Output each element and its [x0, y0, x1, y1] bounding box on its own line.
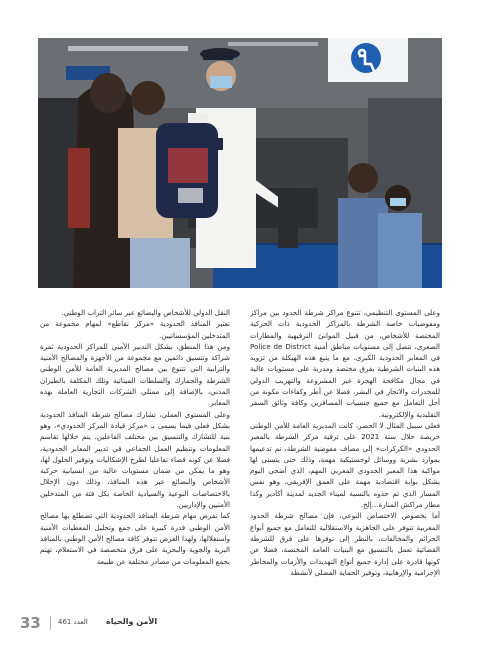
paragraph: وعلى المستوى العملي، تشارك مصالح شرطة المنافذ الحدودية بشكل فعلي فيما يسمى بـ «مركز قيادة المركز الحدودي»، وهو بنية للتشارك والتنسيق بين مختلف الفاعلين، يتم خلالها تقاسم المعلومات وتنظيم العمل الجماعي في تدبير المعابر الحدودية، فضلا عن كونه فضاء تفاعليا لطرح الإشكاليات وتوفير الحلول لها، وهو ما يمكن من ضمان مستويات عالية من انسيابية حركية الأشخاص والبضائع عبر هذه المنافذ، وذلك دون الإخلال بالاختصاصات النوعية والسيادية الخاصة بكل فئة من المتدخلين الأمنيين والإداريين. — [40, 409, 230, 510]
page-number: 33 — [20, 614, 41, 632]
paragraph: النقل الدولي للأشخاص والبضائع عبر سائر التراب الوطني. — [61, 308, 230, 317]
paragraph: أما بخصوص الاختصاص النوعي، فإن مصالح شرطة الحدود المغربية تتوفر على الجاهزية والاستقلالية للتعامل مع جميع أنواع الجرائم والمخالفات، بالنظر إلى توفرها على فرق للشرطة القضائية تعمل بالتنسيق مع البنيات العامة المختصة، فضلا عن كونها قادرة على إدارة جميع أنواع التهديدات والأزمات والمخاطر الإجرامية والإرهابية، وتوفير الحماية الفضلى لأنشطة — [250, 511, 440, 577]
footer-divider — [50, 616, 51, 630]
page-footer — [20, 612, 460, 634]
paragraph: ومن هذا المنطق، يشكل التدبير الأمني للمراكز الحدودية ثمرة شراكة وتنسيق دائمين مع مجموعة من الأجهزة والمصالح الأمنية والترابية التي تتنوع بين مصالح المديرية العامة للأمن الوطني الشرطة والجمارك والسلطات الميناثية وتلك المكلفة بالطيران المدني، بالإضافة إلى ممثلي الشركات التجارية العاملة بهذه المعابر. — [40, 341, 230, 408]
paragraph: فعلى سبيل المثال لا الحصر، كانت المديرية العامة للأمن الوطني حريصة خلال سنة 2021 على ترقية مركز الشرطة بالمعبر الحدودي «الكركرات» إلى مصاف مفوضية الشرطة، تم تدعيمها بموارد بشرية ووسائل لوجستيكية مهمة، وذلك حتى يتسنى لها مواكبة هذا المعبر الحدودي المغربي المهم، الذي أضحى اليوم يشكل بوابة اقتصادية مهمة على العمق الإفريقي، وهو نفس المسار الذي تم حذوه بالنسبة لميناء الجديد لمدينة أكادير وكذا مطار مراكش المنارة...إلخ. — [250, 420, 440, 510]
article-column-left — [40, 307, 230, 595]
paragraph: كما تفرض مهام شرطة المنافذ الحدودية التي تضطلع بها مصالح الأمن الوطني قدرة كبيرة على جمع وتحليل المعطيات الأمنية واستغلالها، ولهذا الغرض تتوفر كافة مصالح الأمن الوطني بالمنافذ البرية والجوية والبحرية على فرق متخصصة في الاستعلام، تهتم بجمع المعلومات من مصادر مختلفة عن طبيعة — [40, 511, 230, 566]
paragraph: تعتبر المنافذ الحدودية «مركز تقاطع» لمهام مجموعة من المتدخلين المؤسساتيين. — [40, 319, 230, 340]
paragraph: وعلى المستوى التنظيمي، تتنوع مراكز شرطة الحدود بين مراكز ومفوضيات خاصة الشرطة بالمراكز الحدودية ذات الحركية المختصة للأشخاص، من قبيل الموانئ الترفيهية والمطارات الصغرى، تتصل إلى مستويات مناطق أمنية Police de District في المعابر الحدودية الكبرى، مع ما يتبع هذه الهيكلة من تزويد هذه البنيات الشرطية بفرق مختصة ومدربة على مستويات عالية في مجال مكافحة الهجرة غير المشروعة والتهريب الدولي للمخدرات والاتجار في البشر، فضلا عن أطر وكفاءات مكونة من أجل التعامل مع جميع جنسيات المسافرين وكافة وثائق السفر التقليدية والإلكترونية. — [250, 308, 440, 419]
article-photo — [38, 38, 442, 288]
article-column-right — [250, 307, 440, 595]
magazine-name: الأمن والحياة — [106, 617, 158, 626]
issue-number: العدد 461 — [58, 618, 88, 626]
